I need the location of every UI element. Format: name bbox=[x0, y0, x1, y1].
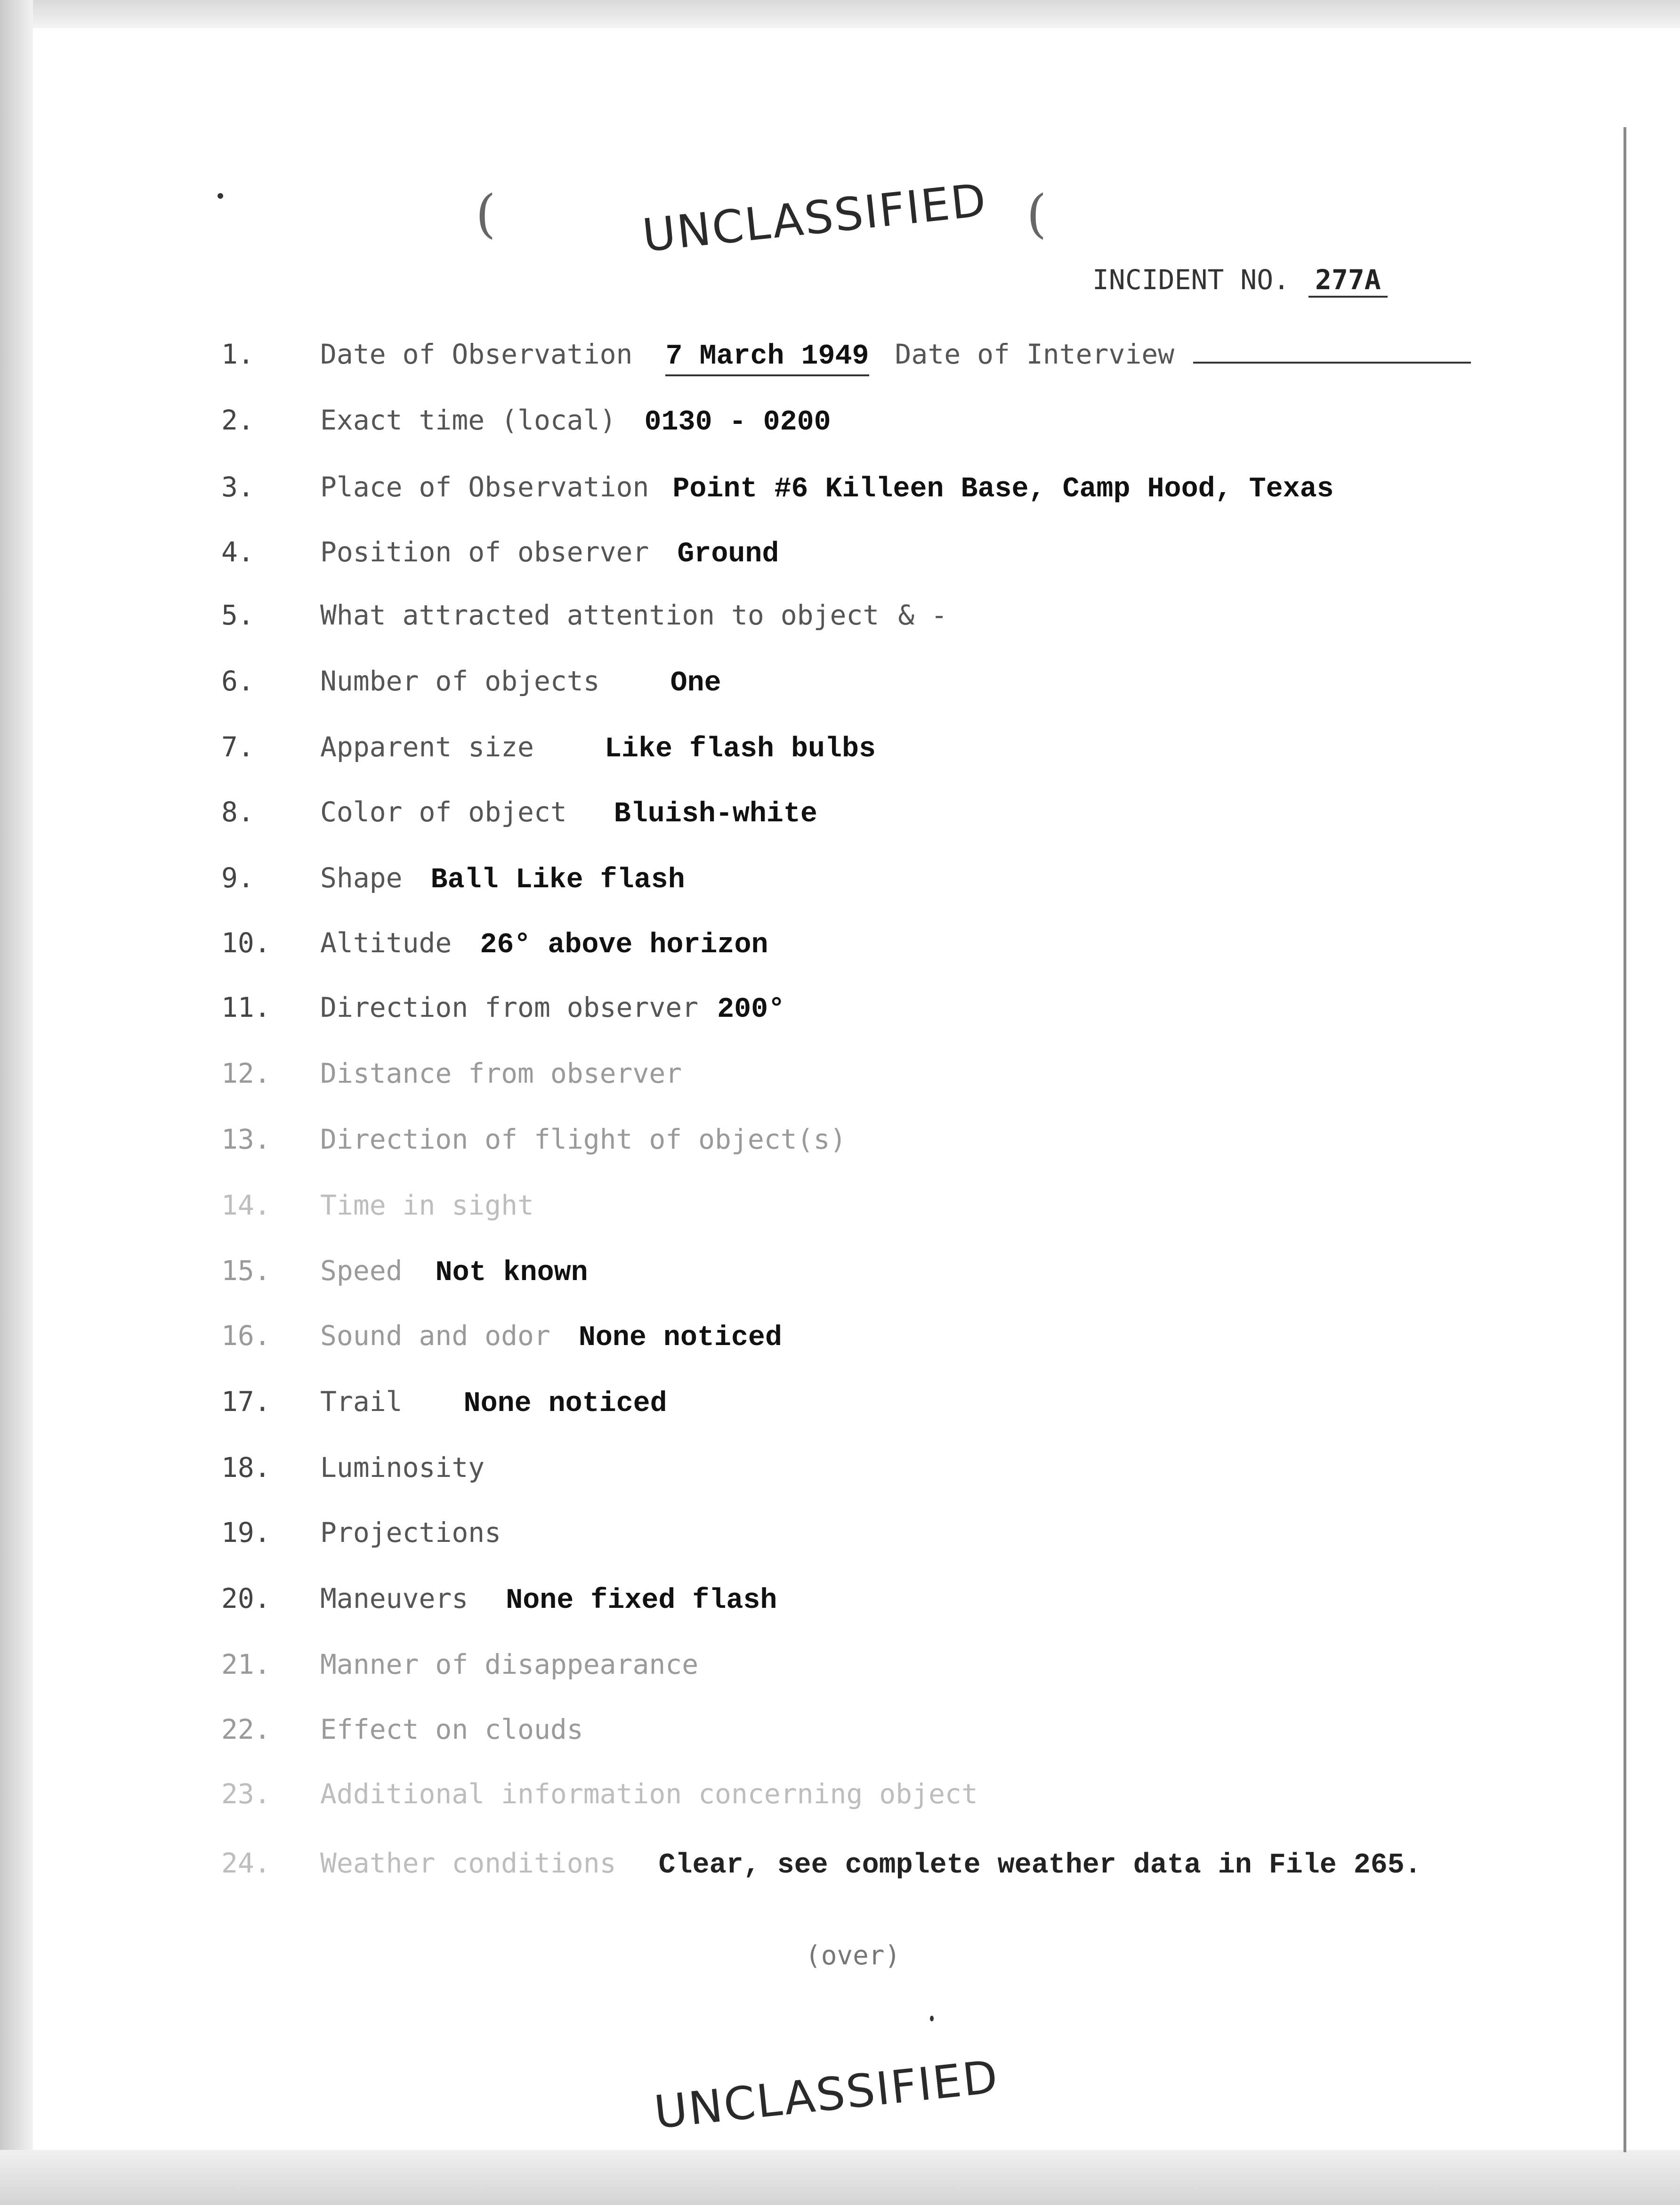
item-number: 18. bbox=[221, 1451, 271, 1484]
item-value: 0130 - 0200 bbox=[644, 406, 831, 438]
item-label: Exact time (local) bbox=[320, 404, 616, 436]
form-item-8 bbox=[221, 796, 817, 830]
item-number: 24. bbox=[221, 1847, 271, 1879]
item-number: 23. bbox=[221, 1778, 271, 1810]
item-label: Effect on clouds bbox=[320, 1713, 583, 1745]
item-value: Not known bbox=[435, 1257, 588, 1289]
incident-number bbox=[1092, 264, 1388, 298]
form-item-5 bbox=[221, 599, 947, 631]
item-label: Additional information concerning object bbox=[320, 1778, 978, 1810]
form-item-9 bbox=[221, 862, 685, 896]
item-value: Ground bbox=[677, 538, 779, 570]
item-number: 8. bbox=[221, 796, 254, 828]
over-note: (over) bbox=[805, 1940, 901, 1971]
item-number: 4. bbox=[221, 536, 254, 568]
form-item-24 bbox=[221, 1847, 1422, 1881]
form-item-23 bbox=[221, 1778, 978, 1810]
item-number: 16. bbox=[221, 1320, 271, 1352]
item-number: 9. bbox=[221, 862, 254, 894]
item-value: Clear, see complete weather data in File 265. bbox=[658, 1849, 1422, 1881]
scan-border-left bbox=[0, 0, 33, 2205]
item-label: Direction from observer bbox=[320, 991, 699, 1023]
item-value: Point #6 Killeen Base, Camp Hood, Texas bbox=[672, 473, 1334, 505]
item-label: Shape bbox=[320, 862, 403, 894]
item-number: 19. bbox=[221, 1516, 271, 1548]
form-item-12 bbox=[221, 1057, 682, 1089]
item-label: Place of Observation bbox=[320, 471, 649, 503]
form-item-4 bbox=[221, 536, 779, 570]
punch-mark: ( bbox=[1026, 184, 1047, 244]
classification-stamp-bottom: UNCLASSIFIED bbox=[652, 2050, 1002, 2139]
item-number: 13. bbox=[221, 1123, 271, 1155]
item-value: 200° bbox=[717, 994, 785, 1026]
form-item-20 bbox=[221, 1582, 777, 1617]
item-number: 10. bbox=[221, 927, 271, 959]
item-label: Speed bbox=[320, 1255, 403, 1287]
item-label: Manner of disappearance bbox=[320, 1648, 699, 1680]
item-number: 11. bbox=[221, 991, 271, 1023]
item-label: Time in sight bbox=[320, 1189, 534, 1221]
item-label: Trail bbox=[320, 1386, 403, 1418]
item-value: & - bbox=[898, 599, 948, 631]
punch-mark: ( bbox=[476, 184, 496, 244]
item-label: Number of objects bbox=[320, 665, 600, 697]
form-item-22 bbox=[221, 1713, 583, 1745]
item-value: 26° above horizon bbox=[480, 929, 768, 961]
scan-border-bottom bbox=[0, 2150, 1680, 2205]
item-label: Maneuvers bbox=[320, 1582, 468, 1614]
classification-stamp-top: UNCLASSIFIED bbox=[640, 173, 990, 262]
form-item-15 bbox=[221, 1255, 588, 1289]
item-extra-label: Date of Interview bbox=[895, 338, 1175, 370]
page-edge-line bbox=[1623, 127, 1626, 2152]
item-label: Sound and odor bbox=[320, 1320, 550, 1352]
item-number: 20. bbox=[221, 1582, 271, 1614]
speck bbox=[930, 2016, 934, 2021]
item-label: Projections bbox=[320, 1516, 501, 1548]
item-value: Like flash bulbs bbox=[604, 733, 876, 765]
item-number: 3. bbox=[221, 471, 254, 503]
item-label: Position of observer bbox=[320, 536, 649, 568]
item-label: Altitude bbox=[320, 927, 452, 959]
item-label: Distance from observer bbox=[320, 1057, 682, 1089]
form-item-6 bbox=[221, 665, 721, 699]
form-item-7 bbox=[221, 731, 876, 765]
form-item-18 bbox=[221, 1451, 485, 1484]
form-item-3 bbox=[221, 471, 1334, 505]
item-label: Weather conditions bbox=[320, 1847, 616, 1879]
item-value: Bluish-white bbox=[614, 798, 817, 830]
item-number: 5. bbox=[221, 599, 254, 631]
item-number: 7. bbox=[221, 731, 254, 763]
scan-border-top bbox=[0, 0, 1680, 28]
item-number: 21. bbox=[221, 1648, 271, 1680]
item-label: What attracted attention to object bbox=[320, 599, 880, 631]
item-number: 1. bbox=[221, 338, 254, 370]
item-label: Color of object bbox=[320, 796, 567, 828]
form-item-21 bbox=[221, 1648, 698, 1680]
blank-field-line bbox=[1193, 362, 1471, 364]
form-item-14 bbox=[221, 1189, 534, 1221]
item-number: 15. bbox=[221, 1255, 271, 1287]
item-value: None noticed bbox=[463, 1388, 667, 1420]
item-number: 22. bbox=[221, 1713, 271, 1745]
item-number: 14. bbox=[221, 1189, 271, 1221]
item-number: 12. bbox=[221, 1057, 271, 1089]
item-number: 2. bbox=[221, 404, 254, 436]
incident-label: INCIDENT NO. bbox=[1092, 264, 1290, 296]
item-label: Date of Observation bbox=[320, 338, 633, 370]
item-number: 6. bbox=[221, 665, 254, 697]
form-item-13 bbox=[221, 1123, 846, 1155]
form-item-17 bbox=[221, 1386, 667, 1420]
form-item-19 bbox=[221, 1516, 501, 1548]
item-value: None noticed bbox=[578, 1322, 782, 1354]
item-label: Direction of flight of object(s) bbox=[320, 1123, 847, 1155]
item-value: None fixed flash bbox=[506, 1585, 777, 1617]
form-item-2 bbox=[221, 404, 831, 438]
form-item-11 bbox=[221, 991, 785, 1026]
item-label: Apparent size bbox=[320, 731, 534, 763]
item-value: 7 March 1949 bbox=[665, 340, 869, 376]
item-label: Luminosity bbox=[320, 1451, 485, 1484]
speck bbox=[218, 193, 223, 199]
form-item-16 bbox=[221, 1320, 782, 1354]
form-item-1 bbox=[221, 338, 1471, 373]
item-number: 17. bbox=[221, 1386, 271, 1418]
item-value: Ball Like flash bbox=[430, 864, 685, 896]
item-value: One bbox=[670, 667, 721, 699]
incident-number-value: 277A bbox=[1308, 264, 1388, 298]
form-item-10 bbox=[221, 927, 768, 961]
